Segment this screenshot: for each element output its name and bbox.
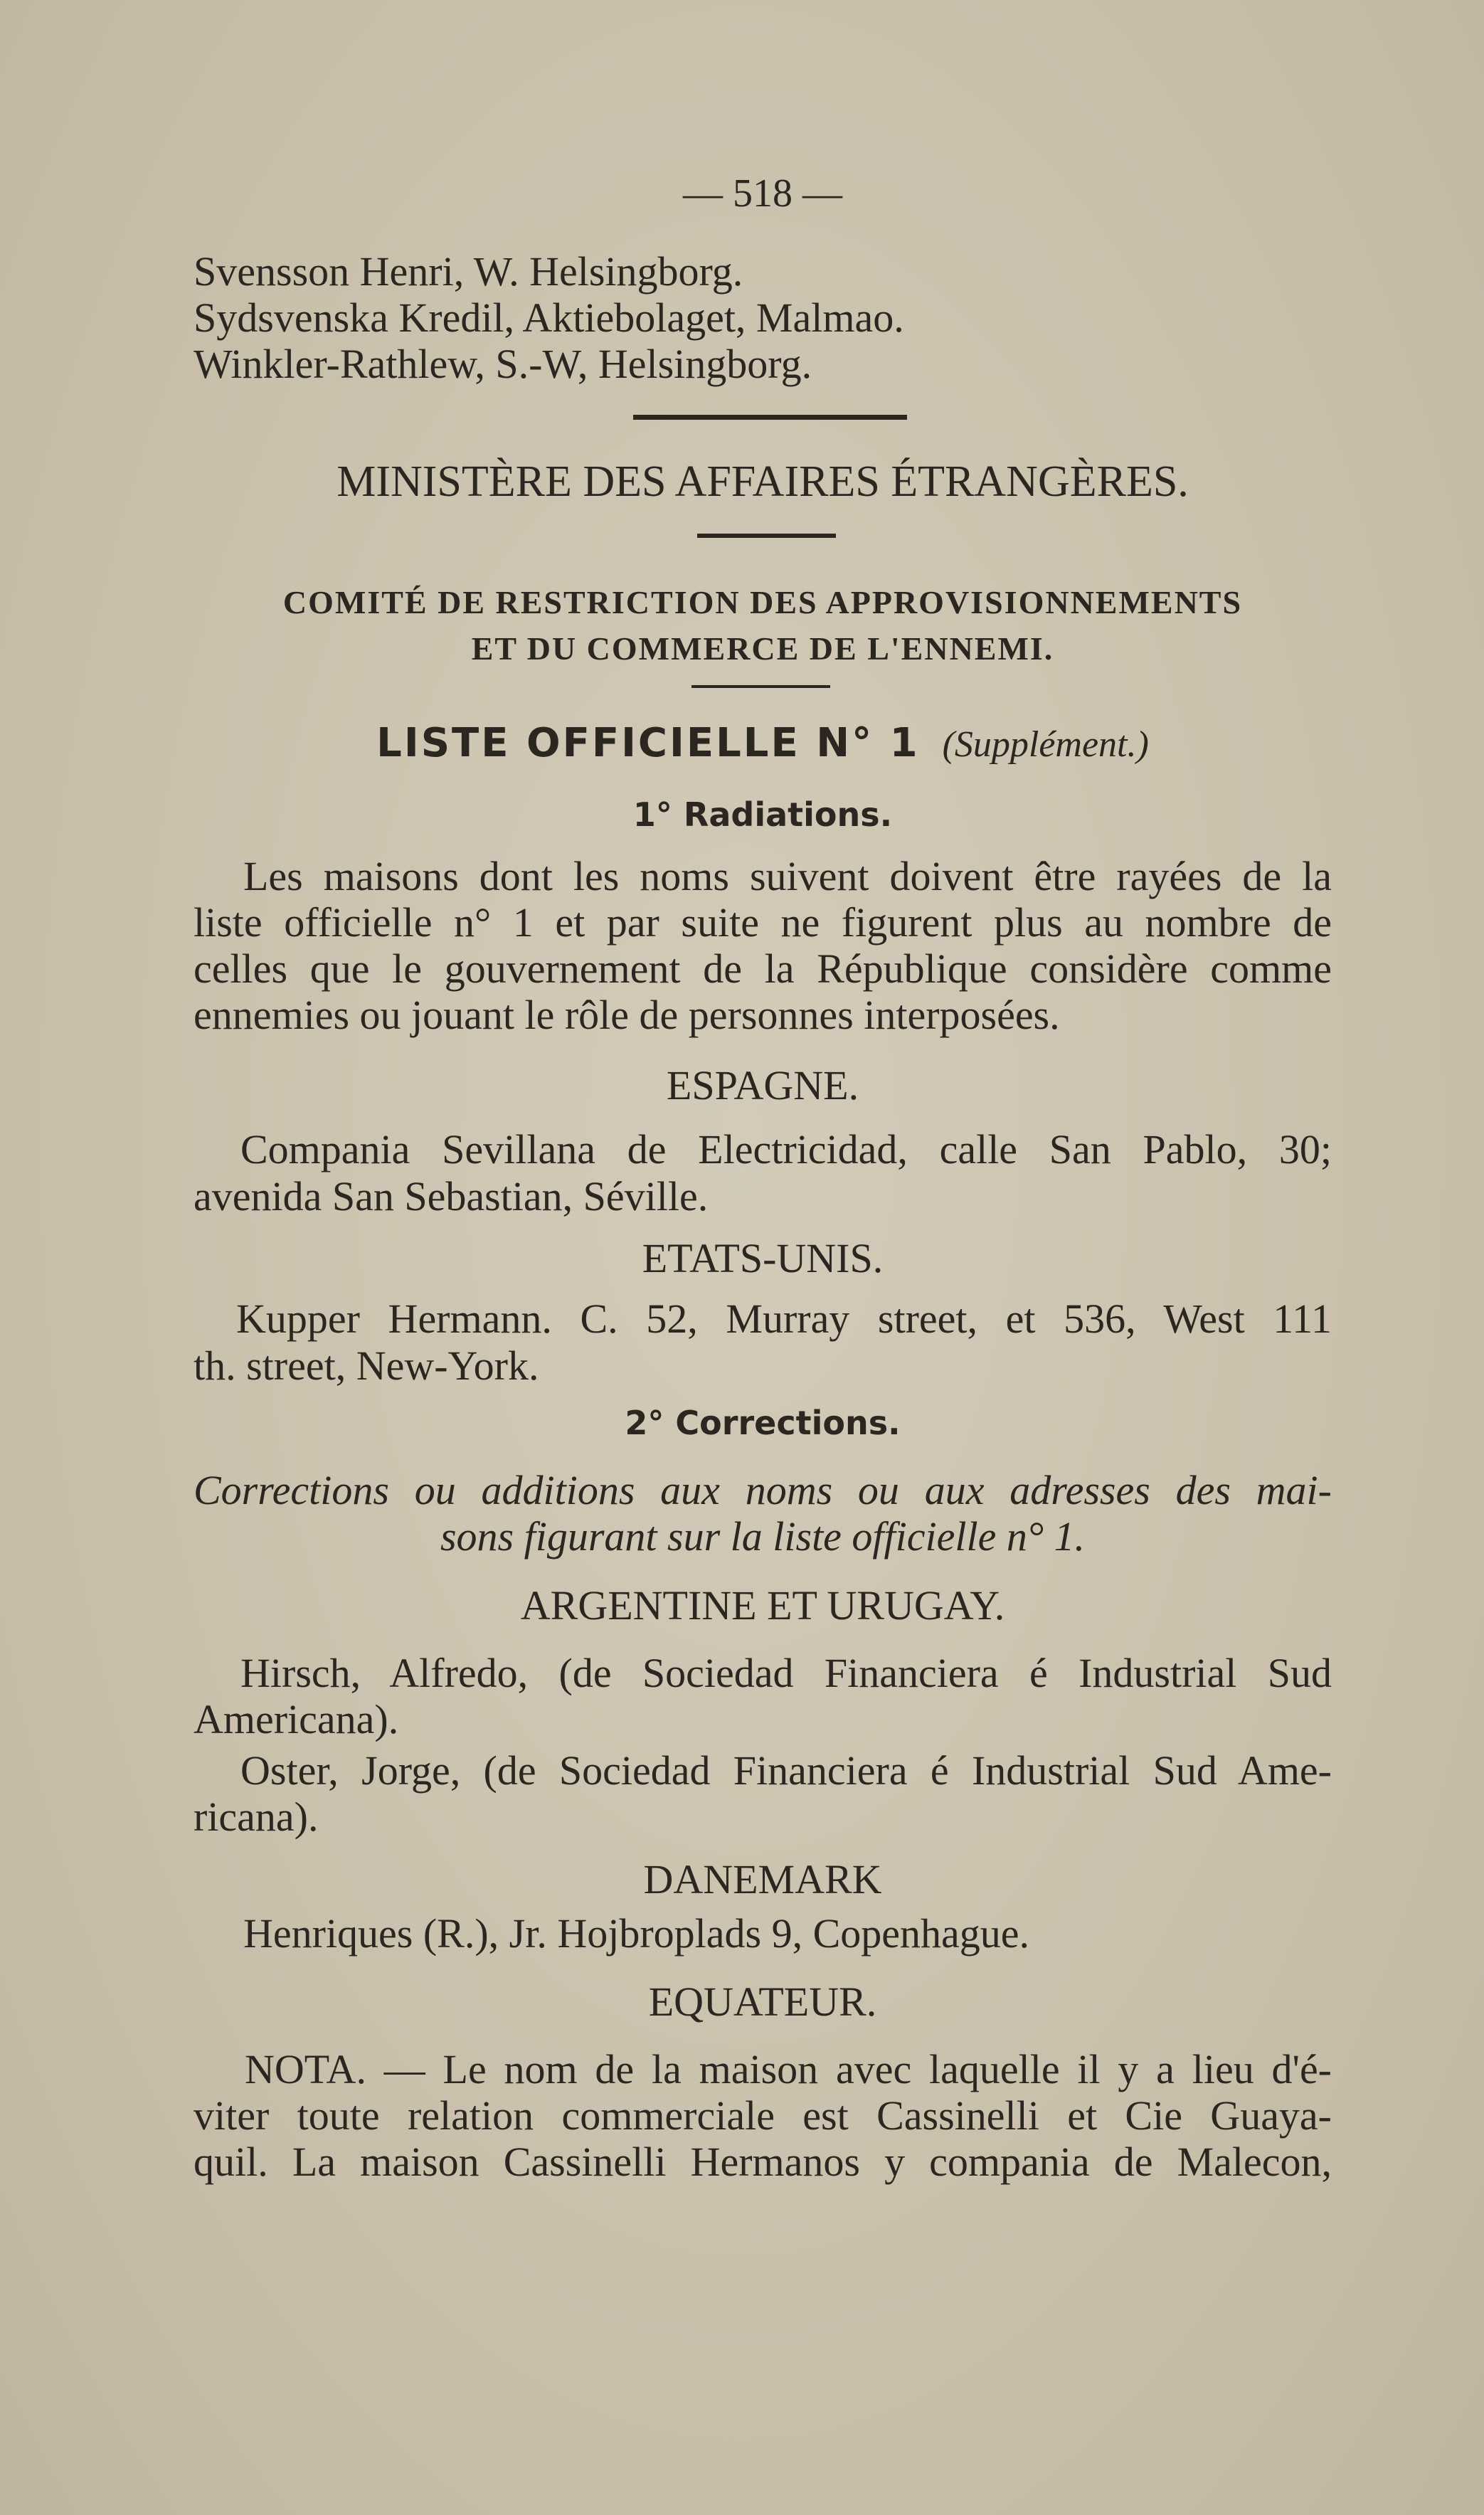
entry-line: Henriques (R.), Jr. Hojbroplads 9, Copenhague. — [243, 1910, 1030, 1957]
paragraph-line: Les maisons dont les noms suivent doivent être rayées de la — [243, 853, 1332, 899]
separator-rule — [697, 534, 836, 538]
paragraph-line: Corrections ou additions aux noms ou aux adresses des mai- — [194, 1467, 1332, 1513]
page-number: — 518 — — [683, 171, 842, 216]
entry-line: ricana). — [194, 1794, 319, 1840]
entry-line: avenida San Sebastian, Séville. — [194, 1173, 709, 1219]
entry-line: Americana). — [194, 1696, 399, 1742]
paragraph-line: liste officielle n° 1 et par suite ne figurent plus au nombre de — [194, 899, 1332, 946]
list-title-main: LISTE OFFICIELLE N° 1 — [376, 720, 920, 766]
paragraph-line: sons figurant sur la liste officielle n° 1. — [440, 1513, 1086, 1560]
entry-line: Svensson Henri, W. Helsingborg. — [194, 248, 743, 295]
paragraph-line: ennemies ou jouant le rôle de personnes interposées. — [194, 992, 1060, 1038]
entry-line: Compania Sevillana de Electricidad, calle San Pablo, 30; — [240, 1126, 1332, 1172]
separator-rule — [633, 415, 907, 420]
entry-line: Sydsvenska Kredil, Aktiebolaget, Malmao. — [194, 295, 904, 341]
entry-line: th. street, New-York. — [194, 1343, 539, 1389]
section-heading: 1° Radiations. — [632, 795, 893, 834]
section-heading: 2° Corrections. — [625, 1404, 901, 1442]
country-heading: ESPAGNE. — [666, 1062, 859, 1108]
country-heading: ETATS-UNIS. — [642, 1235, 884, 1281]
country-heading: EQUATEUR. — [648, 1979, 877, 2025]
list-title — [194, 721, 1332, 768]
committee-heading: ET DU COMMERCE DE L'ENNEMI. — [471, 630, 1054, 667]
separator-rule — [691, 685, 830, 688]
nota-line: viter toute relation commerciale est Cassinelli et Cie Guaya- — [194, 2092, 1332, 2139]
ministry-heading: MINISTÈRE DES AFFAIRES ÉTRANGÈRES. — [336, 457, 1189, 506]
nota-line — [245, 2047, 1332, 2092]
entry-line: Oster, Jorge, (de Sociedad Financiera é Industrial Sud Ame- — [240, 1747, 1332, 1794]
entry-line: Kupper Hermann. C. 52, Murray street, et 536, West 111 — [236, 1296, 1332, 1342]
nota-label: NOTA. — [245, 2046, 366, 2092]
entry-line: Hirsch, Alfredo, (de Sociedad Financiera é Industrial Sud — [240, 1650, 1332, 1696]
committee-heading: COMITÉ DE RESTRICTION DES APPROVISIONNEMENTS — [282, 584, 1243, 620]
nota-text: — Le nom de la maison avec laquelle il y a lieu d'é- — [383, 2046, 1332, 2092]
country-heading: ARGENTINE ET URUGAY. — [520, 1582, 1005, 1629]
nota-line: quil. La maison Cassinelli Hermanos y compania de Malecon, — [194, 2139, 1332, 2185]
paragraph-line: celles que le gouvernement de la République considère comme — [194, 946, 1332, 992]
list-title-supplement: (Supplément.) — [942, 724, 1149, 765]
country-heading: DANEMARK — [643, 1856, 882, 1902]
entry-line: Winkler-Rathlew, S.-W, Helsingborg. — [194, 341, 812, 387]
